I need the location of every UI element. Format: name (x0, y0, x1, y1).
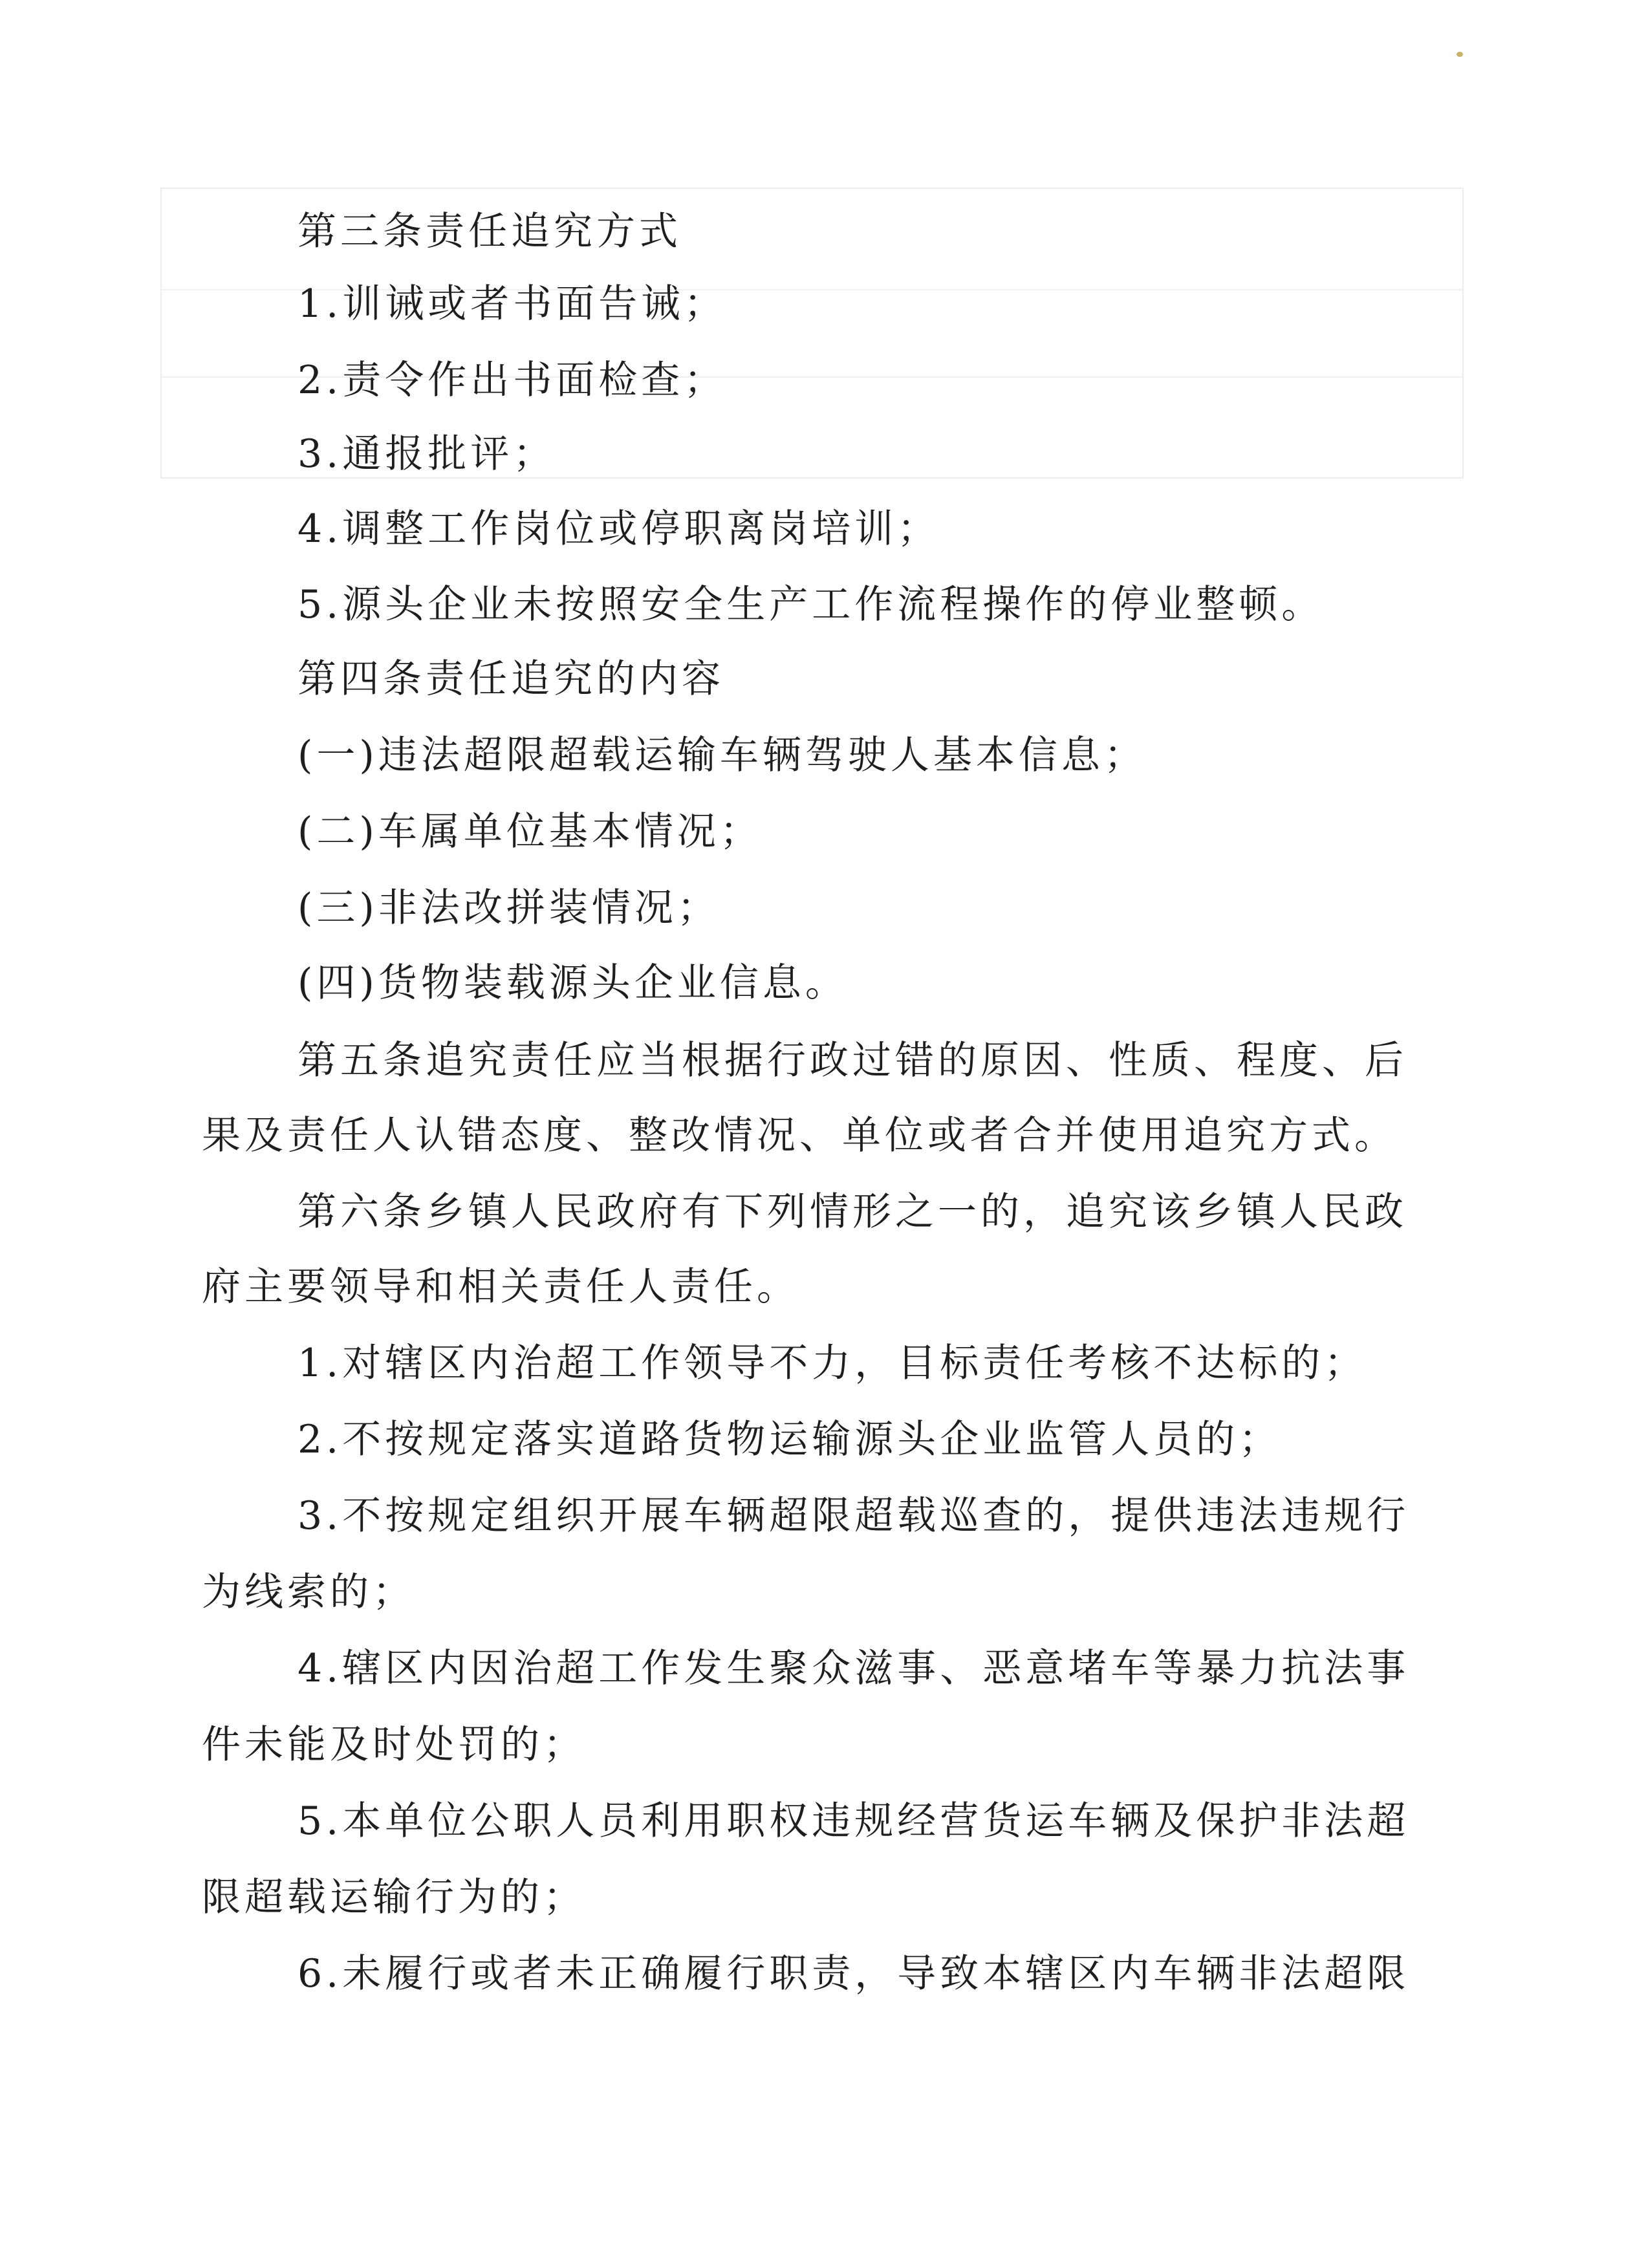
article-6-item-4-line-2: 件未能及时处罚的； (202, 1722, 586, 1767)
article-6-item-5-line-2: 限超载运输行为的； (202, 1875, 586, 1920)
article-3-item-4: 4.调整工作岗位或停职离岗培训； (298, 506, 940, 552)
article-6-item-3-line-2: 为线索的； (202, 1570, 415, 1615)
article-3-heading: 第三条责任追究方式 (298, 209, 682, 254)
article-6-line-1: 第六条乡镇人民政府有下列情形之一的，追究该乡镇人民政 (298, 1189, 1407, 1235)
article-3-item-5: 5.源头企业未按照安全生产工作流程操作的停业整顿。 (298, 582, 1325, 627)
article-6-item-1: 1.对辖区内治超工作领导不力，目标责任考核不达标的； (298, 1341, 1367, 1386)
article-4-heading: 第四条责任追究的内容 (298, 656, 724, 702)
article-4-item-4: (四)货物装载源头企业信息。 (298, 960, 848, 1006)
article-4-item-2: (二)车属单位基本情况； (298, 809, 763, 854)
article-6-item-4-line-1: 4.辖区内因治超工作发生聚众滋事、恶意堵车等暴力抗法事 (298, 1646, 1410, 1691)
article-6-item-5-line-1: 5.本单位公职人员利用职权违规经营货运车辆及保护非法超 (298, 1798, 1410, 1844)
article-6-item-6-line-1: 6.未履行或者未正确履行职责，导致本辖区内车辆非法超限 (298, 1951, 1410, 1996)
article-4-item-1: (一)违法超限超载运输车辆驾驶人基本信息； (298, 733, 1147, 778)
article-6-item-2: 2.不按规定落实道路货物运输源头企业监管人员的； (298, 1417, 1282, 1462)
article-3-item-2: 2.责令作出书面检查； (298, 358, 727, 403)
article-3-item-1: 1.训诫或者书面告诫； (298, 281, 727, 327)
article-4-item-3: (三)非法改拼装情况； (298, 885, 720, 931)
article-6-item-3-line-1: 3.不按规定组织开展车辆超限超载巡查的，提供违法违规行 (298, 1493, 1410, 1539)
article-3-item-3: 3.通报批评； (298, 431, 556, 477)
paper-speck (1456, 52, 1463, 57)
article-6-line-2: 府主要领导和相关责任人责任。 (202, 1264, 799, 1310)
article-5-line-2: 果及责任人认错态度、整改情况、单位或者合并使用追究方式。 (202, 1113, 1397, 1158)
article-5-line-1: 第五条追究责任应当根据行政过错的原因、性质、程度、后 (298, 1038, 1407, 1083)
